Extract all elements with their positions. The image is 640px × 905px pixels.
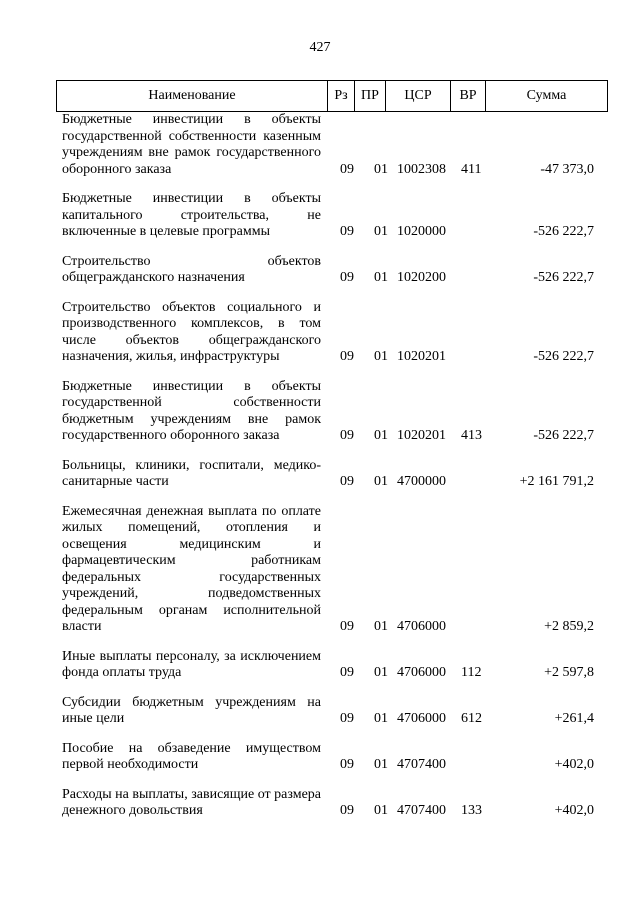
row-name: Субсидии бюджетным учреждениям на иные цели — [62, 694, 321, 726]
row-csr: 1020201 — [397, 428, 446, 443]
row-sum: +2 597,8 — [544, 665, 594, 680]
row-name: Бюджетные инвестиции в объекты капитального строительства, не включенные в целевые программы — [62, 191, 321, 239]
row-csr: 4706000 — [397, 619, 446, 634]
row-name: Ежемесячная денежная выплата по оплате жилых помещений, отопления и освещения медицинским и фармацевтическим работникам федеральных государственных учреждений, подведомственных федеральным органам исполнительной власти — [62, 503, 321, 634]
row-csr: 4707400 — [397, 757, 446, 772]
header-rz: Рз — [328, 81, 355, 111]
page-number: 427 — [309, 40, 331, 55]
row-sum: -47 373,0 — [540, 161, 594, 177]
row-name: Строительство объектов общегражданского назначения — [62, 253, 321, 285]
table-row — [62, 695, 594, 728]
row-rz: 09 — [340, 224, 354, 239]
row-csr: 1020200 — [397, 270, 446, 285]
table-header — [56, 80, 608, 112]
table-row — [62, 741, 594, 774]
row-pr: 01 — [374, 349, 388, 364]
row-rz: 09 — [340, 619, 354, 634]
header-pr: ПР — [355, 81, 386, 111]
row-csr: 1020000 — [397, 224, 446, 239]
table-row — [62, 787, 594, 820]
table-row — [62, 379, 594, 445]
row-name: Бюджетные инвестиции в объекты государственной собственности бюджетным учреждениям вне рамок государственного оборонного заказа — [62, 378, 321, 443]
row-name: Бюджетные инвестиции в объекты государственной собственности казенным учреждениям вне рамок государственного оборонного заказа — [62, 112, 321, 177]
table-row — [62, 112, 594, 178]
row-pr: 01 — [374, 619, 388, 634]
row-pr: 01 — [374, 803, 388, 818]
row-vr: 133 — [461, 803, 482, 818]
row-rz: 09 — [340, 757, 354, 772]
row-pr: 01 — [374, 270, 388, 285]
row-pr: 01 — [374, 474, 388, 489]
row-csr: 1020201 — [397, 349, 446, 364]
row-rz: 09 — [340, 349, 354, 364]
header-vr: ВР — [451, 81, 486, 111]
row-csr: 4706000 — [397, 665, 446, 680]
table-row — [62, 458, 594, 491]
row-vr: 413 — [461, 428, 482, 443]
row-sum: +261,4 — [554, 711, 594, 726]
row-pr: 01 — [374, 665, 388, 680]
row-rz: 09 — [340, 428, 354, 443]
row-csr: 4706000 — [397, 711, 446, 726]
table-row — [62, 649, 594, 682]
row-name: Больницы, клиники, госпитали, медико-санитарные части — [62, 457, 321, 489]
row-sum: +2 859,2 — [544, 619, 594, 634]
row-name: Расходы на выплаты, зависящие от размера денежного довольствия — [62, 786, 321, 818]
table-row — [62, 254, 594, 287]
table-row — [62, 191, 594, 241]
row-rz: 09 — [340, 270, 354, 285]
header-sum: Сумма — [526, 88, 567, 103]
row-rz: 09 — [340, 803, 354, 818]
row-rz: 09 — [340, 474, 354, 489]
row-sum: +2 161 791,2 — [519, 474, 594, 489]
row-vr: 112 — [461, 665, 482, 680]
header-csr: ЦСР — [386, 81, 451, 111]
header-name: Наименование — [57, 81, 328, 111]
row-pr: 01 — [374, 428, 388, 443]
row-name: Иные выплаты персоналу, за исключением фонда оплаты труда — [62, 648, 321, 680]
row-pr: 01 — [374, 757, 388, 772]
row-sum: -526 222,7 — [533, 349, 594, 364]
table-row — [62, 300, 594, 366]
table-body — [62, 112, 594, 833]
row-sum: +402,0 — [554, 803, 594, 818]
row-csr: 4707400 — [397, 803, 446, 818]
row-vr: 411 — [461, 161, 482, 177]
row-pr: 01 — [374, 161, 388, 177]
row-rz: 09 — [340, 665, 354, 680]
row-csr: 4700000 — [397, 474, 446, 489]
row-csr: 1002308 — [397, 161, 446, 177]
row-vr: 612 — [461, 711, 482, 726]
row-name: Пособие на обзаведение имуществом первой необходимости — [62, 740, 321, 772]
row-name: Строительство объектов социального и производственного комплексов, в том числе объектов общегражданского назначения, жилья, инфраструктуры — [62, 299, 321, 364]
row-sum: -526 222,7 — [533, 224, 594, 239]
row-sum: -526 222,7 — [533, 270, 594, 285]
row-pr: 01 — [374, 224, 388, 239]
row-rz: 09 — [340, 161, 354, 177]
row-sum: -526 222,7 — [533, 428, 594, 443]
table-row — [62, 504, 594, 636]
row-pr: 01 — [374, 711, 388, 726]
row-rz: 09 — [340, 711, 354, 726]
row-sum: +402,0 — [554, 757, 594, 772]
